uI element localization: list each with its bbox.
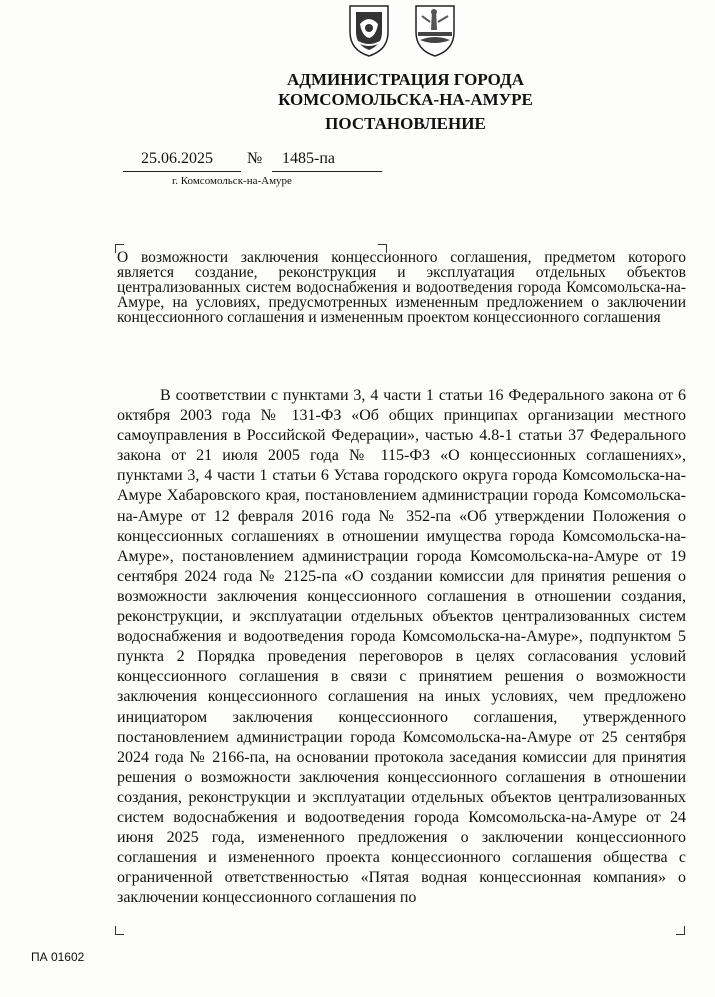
- komsomolsk-city-coat-of-arms-icon: [410, 2, 460, 58]
- body-corner-mark-left: [115, 926, 124, 935]
- document-number: 1485-па: [282, 150, 335, 167]
- number-sign: №: [247, 150, 263, 167]
- document-subject: О возможности заключения концессионного соглашения, предметом которого является создание, реконструкция и эксплуатация отдельных объектов централизованных систем водоснабжения и водоотведения города Комсомольска-на-Амуре, на условиях, предусмотренных измененным предложением о заключении концессионного соглашения и измененным проектом концессионного соглашения: [117, 249, 686, 326]
- form-code: ПА 01602: [31, 950, 85, 964]
- document-date: 25.06.2025: [141, 150, 213, 167]
- document-body-paragraph: В соответствии с пунктами 3, 4 части 1 статьи 16 Федерального закона от 6 октября 2003 года № 131-ФЗ «Об общих принципах организации местного самоуправления в Российской Федерации», частью 4.8-1 статьи 37 Федерального закона от 21 июля 2005 года № 115-ФЗ «О концессионных соглашениях», пунктами 3, 4 части 1 статьи 6 Устава городского округа города Комсомольска-на-Амуре Хабаровского края, постановлением администрации города Комсомольска-на-Амуре от 12 февраля 2016 года № 352-па «Об утверждении Положения о концессионных соглашениях в отношении имущества города Комсомольска-на-Амуре», постановлением администрации города Комсомольска-на-Амуре от 19 сентября 2024 года № 2125-па «О создании комиссии для принятия решения о возможности заключения концессионного соглашения в отношении создания, реконструкции, и эксплуатации отдельных объектов централизованных систем водоснабжения и водоотведения города Комсомольска-на-Амуре», подпунктом 5 пункта 2 Порядка проведения переговоров в целях согласования условий концессионного соглашения в связи с принятием решения о возможности заключения концессионного соглашения на иных условиях, чем предложено инициатором заключения концессионного соглашения, утвержденного постановлением администрации города Комсомольска-на-Амуре от 25 сентября 2024 года № 2166-па, на основании протокола заседания комиссии для принятия решения о возможности заключения концессионного соглашения в отношении создания, реконструкции и эксплуатации отдельных объектов централизованных систем водоснабжения и водоотведения города Комсомольска-на-Амуре от 24 июня 2025 года, измененного предложения о заключении концессионного соглашения и измененного проекта концессионного соглашения общества с ограниченной ответственностью «Пятая водная концессионная компания» о заключении концессионного соглашения по: [117, 387, 686, 907]
- date-underline: [123, 171, 241, 172]
- body-corner-mark-right: [676, 926, 685, 935]
- organization-name-line2: КОМСОМОЛЬСКА-НА-АМУРЕ: [278, 90, 533, 109]
- city-name: г. Комсомольск-на-Амуре: [172, 175, 292, 187]
- organization-name-line1: АДМИНИСТРАЦИЯ ГОРОДА: [286, 70, 524, 89]
- document-type: ПОСТАНОВЛЕНИЕ: [325, 114, 486, 133]
- khabarovsk-krai-coat-of-arms-icon: [344, 2, 394, 58]
- number-underline: [272, 171, 382, 172]
